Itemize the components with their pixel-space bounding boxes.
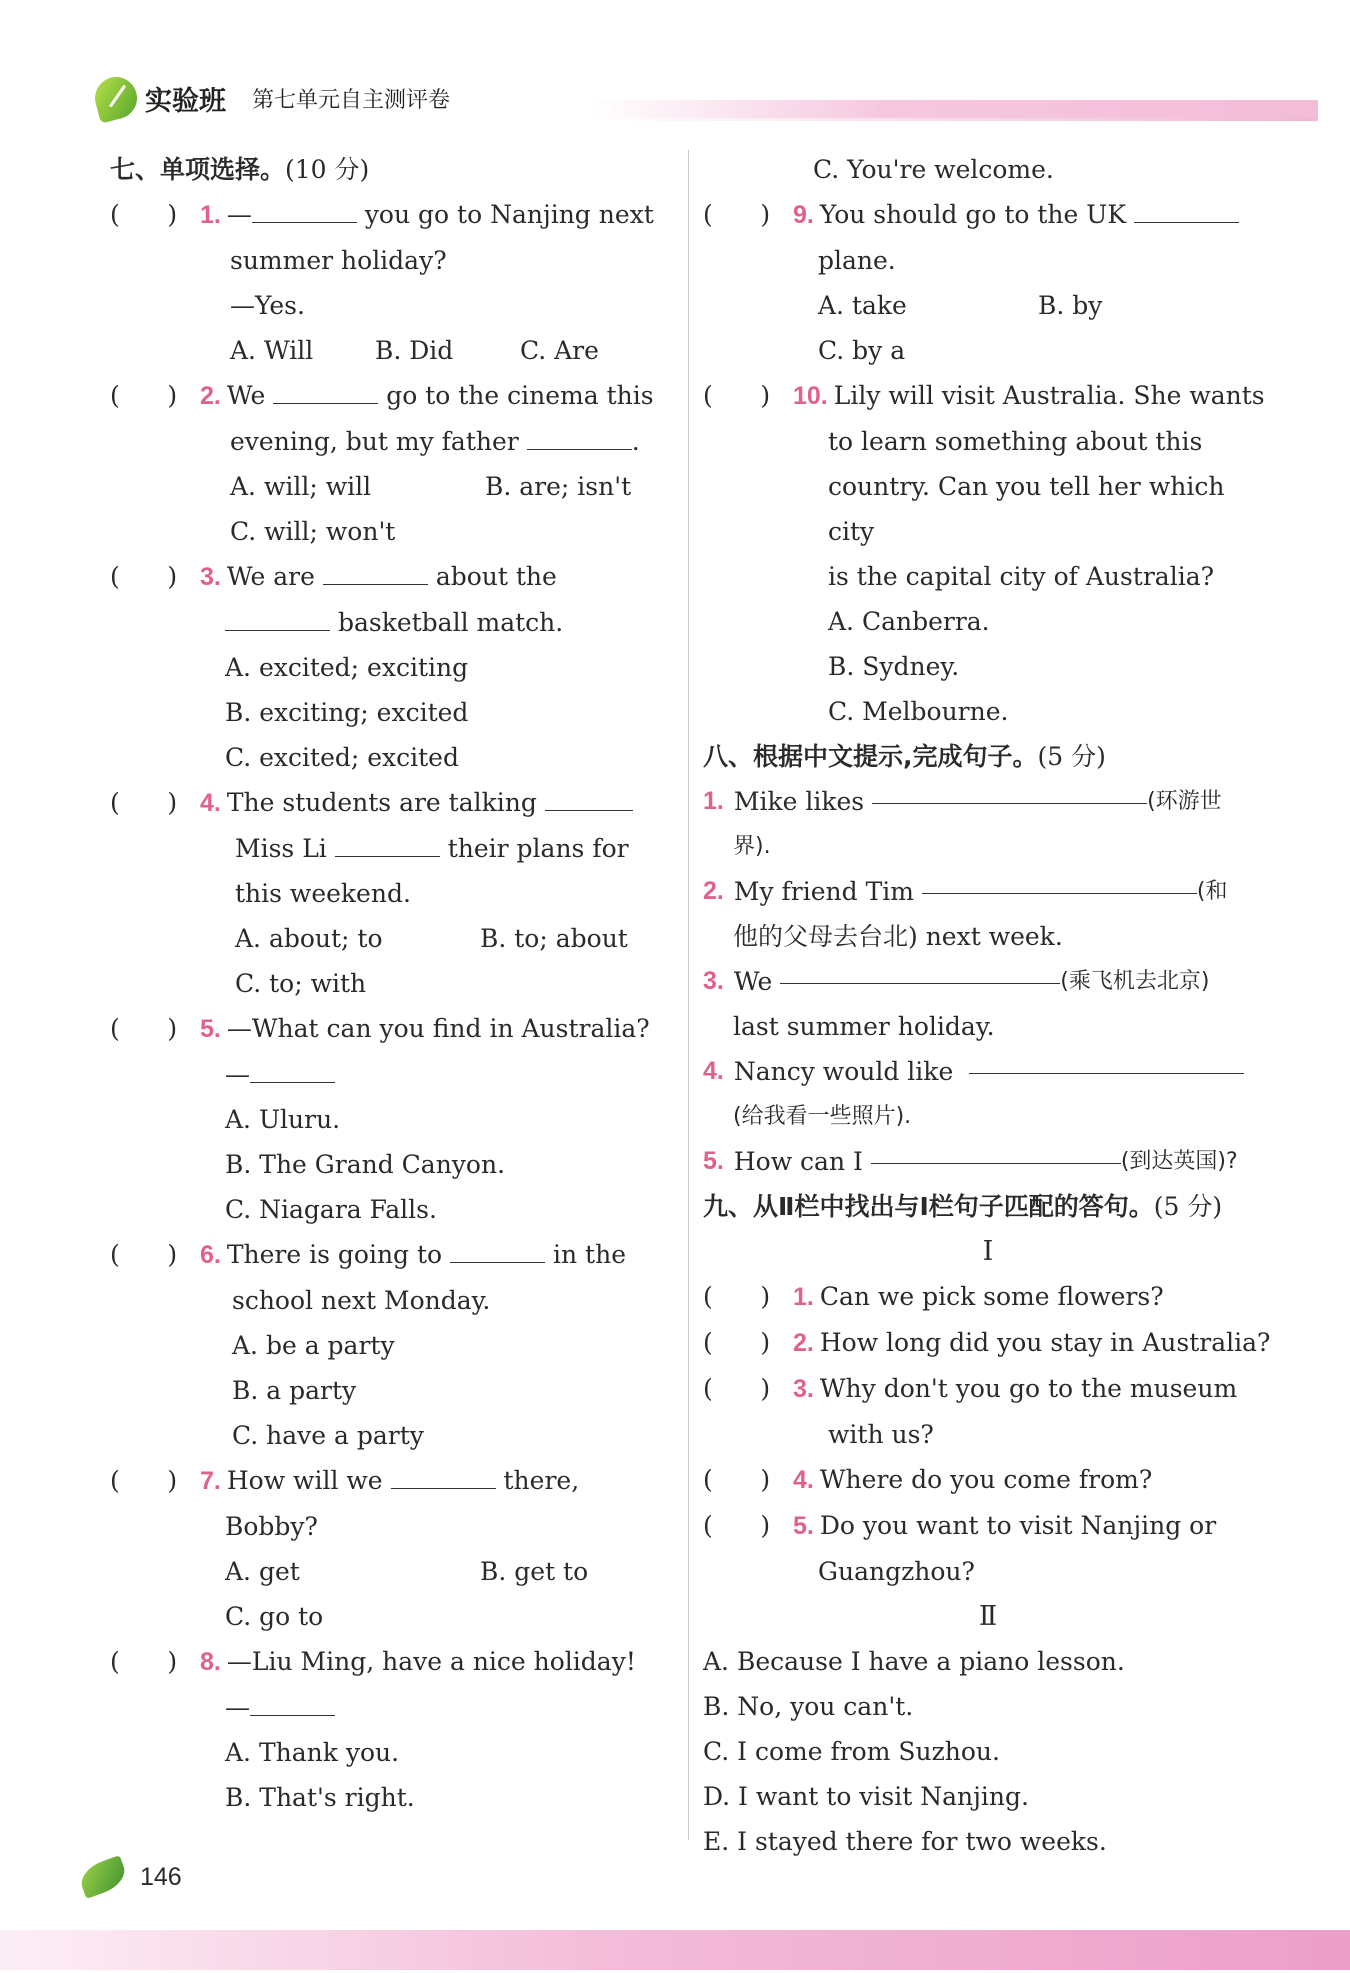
- option-c[interactable]: C. will; won't: [230, 517, 396, 546]
- question-text-cont: with us?: [828, 1420, 934, 1449]
- options-row: [110, 735, 675, 780]
- sentence-start: How can I: [733, 1147, 863, 1176]
- question-stem: You should go to the UK: [819, 200, 1126, 229]
- question-text-cont: Guangzhou?: [818, 1557, 975, 1586]
- options-row: [110, 1413, 675, 1458]
- options-row: [110, 690, 675, 735]
- option-a[interactable]: A. Uluru.: [225, 1105, 341, 1134]
- period: .: [631, 427, 640, 456]
- answer-paren[interactable]: ( ): [110, 1014, 178, 1043]
- answer-blank[interactable]: [450, 1238, 545, 1263]
- column-i-label: Ⅰ: [982, 1236, 994, 1267]
- question-6: [110, 1232, 675, 1278]
- answer-paren[interactable]: ( ): [703, 1374, 771, 1403]
- question-stem: How will we: [226, 1466, 383, 1495]
- chinese-hint: (和: [1196, 879, 1228, 904]
- dash: —: [226, 200, 252, 229]
- answer-paren[interactable]: ( ): [110, 1647, 178, 1676]
- answer-paren[interactable]: ( ): [703, 1328, 771, 1357]
- sentence-start: Mike likes: [733, 787, 865, 816]
- question-number: 10.: [793, 382, 828, 410]
- question-stem-cont: [110, 826, 675, 871]
- footer-decor-band: [0, 1930, 1350, 1970]
- question-stem-cont: plane.: [818, 246, 896, 275]
- question-number: 1.: [200, 201, 221, 229]
- question-text: Do you want to visit Nanjing or: [819, 1511, 1217, 1540]
- answer-paren[interactable]: ( ): [110, 200, 178, 229]
- options-row: [110, 1775, 675, 1820]
- option-a[interactable]: A. excited; exciting: [225, 653, 469, 682]
- option-a[interactable]: A. Canberra.: [828, 607, 990, 636]
- answer-paren[interactable]: ( ): [110, 562, 178, 591]
- question-text: Where do you come from?: [819, 1465, 1153, 1494]
- question-text: Can we pick some flowers?: [819, 1282, 1164, 1311]
- question-stem: Miss Li: [235, 834, 327, 863]
- answer-blank[interactable]: [273, 379, 378, 404]
- options-row: [703, 689, 1273, 734]
- question-stem: about the: [435, 562, 557, 591]
- section7-heading: [110, 147, 675, 192]
- fill-item-1: [703, 779, 1273, 824]
- question-stem-cont: is the capital city of Australia?: [828, 562, 1215, 591]
- option-c[interactable]: C. go to: [225, 1602, 324, 1631]
- answer-blank[interactable]: [391, 1464, 496, 1489]
- answer-blank[interactable]: [871, 1139, 1121, 1164]
- question-stem-cont: [110, 1052, 675, 1097]
- answer-option-c: C. I come from Suzhou.: [703, 1737, 1000, 1766]
- answer-paren[interactable]: ( ): [703, 1465, 771, 1494]
- question-number: 5.: [200, 1015, 221, 1043]
- answer-blank[interactable]: [323, 560, 428, 585]
- question-stem: —Liu Ming, have a nice holiday!: [226, 1647, 636, 1676]
- option-b[interactable]: B. Sydney.: [828, 652, 960, 681]
- question-stem: their plans for: [447, 834, 629, 863]
- answer-option-e: E. I stayed there for two weeks.: [703, 1827, 1107, 1856]
- options-row: [703, 147, 1273, 192]
- item-number: 5.: [703, 1147, 724, 1175]
- option-b[interactable]: B. The Grand Canyon.: [225, 1150, 506, 1179]
- question-stem: go to the cinema this: [386, 381, 654, 410]
- options-row: [110, 464, 675, 509]
- question-text: Why don't you go to the museum: [819, 1374, 1238, 1403]
- answer-blank[interactable]: [922, 869, 1197, 894]
- section9-points: (5 分): [1153, 1192, 1223, 1221]
- options-row: [110, 1097, 675, 1142]
- match-question-3: [703, 1366, 1273, 1412]
- sentence-start: We: [733, 967, 773, 996]
- option-a[interactable]: A. Will: [230, 336, 314, 365]
- option-c[interactable]: C. You're welcome.: [813, 155, 1054, 184]
- question-stem: There is going to: [226, 1240, 443, 1269]
- question-stem: you go to Nanjing next: [364, 200, 654, 229]
- fill-item-4: [703, 1049, 1273, 1094]
- question-number: 3.: [200, 563, 221, 591]
- option-a[interactable]: A. get: [225, 1557, 300, 1586]
- answer-paren[interactable]: ( ): [110, 1466, 178, 1495]
- question-text: How long did you stay in Australia?: [819, 1328, 1271, 1357]
- match-question-1: [703, 1274, 1273, 1320]
- sentence-start: My friend Tim: [733, 877, 914, 906]
- answer-paren[interactable]: ( ): [703, 200, 771, 229]
- option-b[interactable]: B. get to: [480, 1557, 589, 1586]
- question-8: [110, 1639, 675, 1685]
- chinese-hint-cont: 他的父母去台北) next week.: [733, 922, 1063, 951]
- question-number: 6.: [200, 1241, 221, 1269]
- answer-blank[interactable]: [527, 425, 632, 450]
- option-b[interactable]: B. Did: [375, 336, 454, 365]
- options-row: [110, 328, 675, 373]
- question-3: [110, 554, 675, 600]
- question-number: 5.: [793, 1512, 814, 1540]
- option-c[interactable]: C. Are: [520, 336, 599, 365]
- answer-blank[interactable]: [780, 959, 1060, 984]
- question-stem-cont: [110, 600, 675, 645]
- section7-points: (10 分): [285, 155, 370, 184]
- question-stem: —What can you find in Australia?: [226, 1014, 650, 1043]
- question-stem: basketball match.: [337, 608, 564, 637]
- options-row: [110, 645, 675, 690]
- option-a[interactable]: A. take: [818, 291, 907, 320]
- options-row: [110, 961, 675, 1006]
- page-number: 146: [140, 1862, 182, 1891]
- answer-paren[interactable]: ( ): [110, 788, 178, 817]
- answer-paren[interactable]: ( ): [110, 381, 178, 410]
- item-number: 4.: [703, 1057, 724, 1085]
- match-question-5: [703, 1503, 1273, 1549]
- question-10: [703, 373, 1273, 419]
- answer-paren[interactable]: ( ): [110, 1240, 178, 1269]
- fill-item-3: [703, 959, 1273, 1004]
- question-stem: We: [226, 381, 266, 410]
- options-row: [110, 1187, 675, 1232]
- chinese-hint: (环游世: [1147, 789, 1222, 814]
- match-question-4: [703, 1457, 1273, 1503]
- question-4: [110, 780, 675, 826]
- dialog-answer: —Yes.: [230, 291, 305, 320]
- answer-blank[interactable]: [250, 1058, 335, 1083]
- answer-paren[interactable]: ( ): [703, 1282, 771, 1311]
- question-number: 3.: [793, 1375, 814, 1403]
- question-stem-cont: [110, 419, 675, 464]
- question-stem: The students are talking: [226, 788, 537, 817]
- answer-blank[interactable]: [335, 832, 440, 857]
- fill-item-2: [703, 869, 1273, 914]
- section8-title: 八、根据中文提示,完成句子。: [703, 742, 1038, 771]
- options-row: [110, 509, 675, 554]
- match-question-2: [703, 1320, 1273, 1366]
- question-2: [110, 373, 675, 419]
- leaf-logo-icon: [90, 72, 141, 123]
- question-number: 1.: [793, 1283, 814, 1311]
- chinese-hint-cont: (给我看一些照片).: [733, 1104, 912, 1129]
- question-stem: in the: [553, 1240, 626, 1269]
- question-stem: evening, but my father: [230, 427, 519, 456]
- option-a[interactable]: A. be a party: [232, 1331, 395, 1360]
- answer-blank[interactable]: [250, 1691, 335, 1716]
- option-c[interactable]: C. by a: [818, 336, 906, 365]
- header-decor-band: [590, 100, 1318, 118]
- answer-option-d: D. I want to visit Nanjing.: [703, 1782, 1029, 1811]
- options-row: [110, 1368, 675, 1413]
- sentence-start: Nancy would like: [733, 1057, 954, 1086]
- question-9: [703, 192, 1273, 238]
- question-stem-cont: Bobby?: [225, 1512, 318, 1541]
- answer-option-a: A. Because I have a piano lesson.: [703, 1647, 1125, 1676]
- question-stem-cont: [110, 1685, 675, 1730]
- brand-label: 实验班: [145, 85, 226, 117]
- question-stem: We are: [226, 562, 315, 591]
- question-number: 9.: [793, 201, 814, 229]
- option-a[interactable]: A. about; to: [235, 924, 383, 953]
- options-row: [110, 916, 675, 961]
- option-c[interactable]: C. excited; excited: [225, 743, 459, 772]
- question-stem-cont: country. Can you tell her which city: [828, 472, 1225, 546]
- option-c[interactable]: C. to; with: [235, 969, 367, 998]
- option-b[interactable]: B. are; isn't: [485, 472, 632, 501]
- question-number: 4.: [200, 789, 221, 817]
- item-number: 1.: [703, 787, 724, 815]
- option-c[interactable]: C. Melbourne.: [828, 697, 1009, 726]
- answer-blank[interactable]: [1134, 198, 1239, 223]
- section7-title: 七、单项选择。: [110, 155, 286, 184]
- options-row: [703, 283, 1273, 328]
- question-stem-cont: school next Monday.: [232, 1286, 491, 1315]
- options-row: [703, 328, 1273, 373]
- question-1: [110, 192, 675, 238]
- option-a[interactable]: A. Thank you.: [225, 1738, 400, 1767]
- page-header: [95, 72, 450, 124]
- question-stem: Lily will visit Australia. She wants: [833, 381, 1265, 410]
- answer-blank[interactable]: [872, 779, 1147, 804]
- options-row: [110, 1323, 675, 1368]
- question-number: 4.: [793, 1466, 814, 1494]
- option-a[interactable]: A. will; will: [230, 472, 372, 501]
- options-row: [703, 599, 1273, 644]
- column-ii-label: Ⅱ: [978, 1601, 998, 1632]
- right-column: [703, 147, 1273, 1864]
- item-number: 2.: [703, 877, 724, 905]
- chinese-hint: (到达英国)?: [1120, 1149, 1238, 1174]
- chinese-hint: (乘飞机去北京): [1060, 969, 1210, 994]
- options-row: [110, 1549, 675, 1594]
- section9-title: 九、从Ⅱ栏中找出与Ⅰ栏句子匹配的答句。: [703, 1192, 1154, 1221]
- question-number: 2.: [793, 1329, 814, 1357]
- question-stem-cont: to learn something about this: [828, 427, 1203, 456]
- question-stem-cont: this weekend.: [235, 879, 411, 908]
- answer-blank[interactable]: [225, 606, 330, 631]
- options-row: [110, 1594, 675, 1639]
- section8-points: (5 分): [1037, 742, 1106, 771]
- item-number: 3.: [703, 967, 724, 995]
- options-row: [110, 1142, 675, 1187]
- header-decor-line: [590, 118, 1318, 121]
- fill-item-5: [703, 1139, 1273, 1184]
- dash: —: [225, 1060, 250, 1089]
- question-7: [110, 1458, 675, 1504]
- question-stem: there,: [503, 1466, 580, 1495]
- answer-option-b: B. No, you can't.: [703, 1692, 914, 1721]
- option-b[interactable]: B. exciting; excited: [225, 698, 469, 727]
- answer-blank[interactable]: [545, 786, 633, 811]
- option-b[interactable]: B. a party: [232, 1376, 357, 1405]
- unit-test-title: 第七单元自主测评卷: [252, 87, 451, 113]
- left-column: [110, 147, 675, 1820]
- chinese-hint-cont: 界).: [733, 834, 771, 859]
- column-divider: [688, 150, 689, 1840]
- page-footer: [80, 1862, 182, 1892]
- options-row: [703, 644, 1273, 689]
- answer-paren[interactable]: ( ): [703, 381, 771, 410]
- bird-icon: [76, 1855, 129, 1899]
- question-number: 2.: [200, 382, 221, 410]
- section9-heading: [703, 1184, 1273, 1229]
- question-5: [110, 1006, 675, 1052]
- answer-blank[interactable]: [252, 198, 357, 223]
- section8-heading: [703, 734, 1273, 779]
- option-b[interactable]: B. by: [1038, 291, 1103, 320]
- question-number: 7.: [200, 1467, 221, 1495]
- question-stem-cont: summer holiday?: [230, 246, 447, 275]
- answer-blank[interactable]: [969, 1049, 1244, 1074]
- options-row: [110, 1730, 675, 1775]
- option-b[interactable]: B. That's right.: [225, 1783, 415, 1812]
- option-c[interactable]: C. Niagara Falls.: [225, 1195, 437, 1224]
- answer-paren[interactable]: ( ): [703, 1511, 771, 1540]
- option-c[interactable]: C. have a party: [232, 1421, 424, 1450]
- option-b[interactable]: B. to; about: [480, 924, 628, 953]
- question-number: 8.: [200, 1648, 221, 1676]
- sentence-cont: last summer holiday.: [733, 1012, 995, 1041]
- dash: —: [225, 1693, 250, 1722]
